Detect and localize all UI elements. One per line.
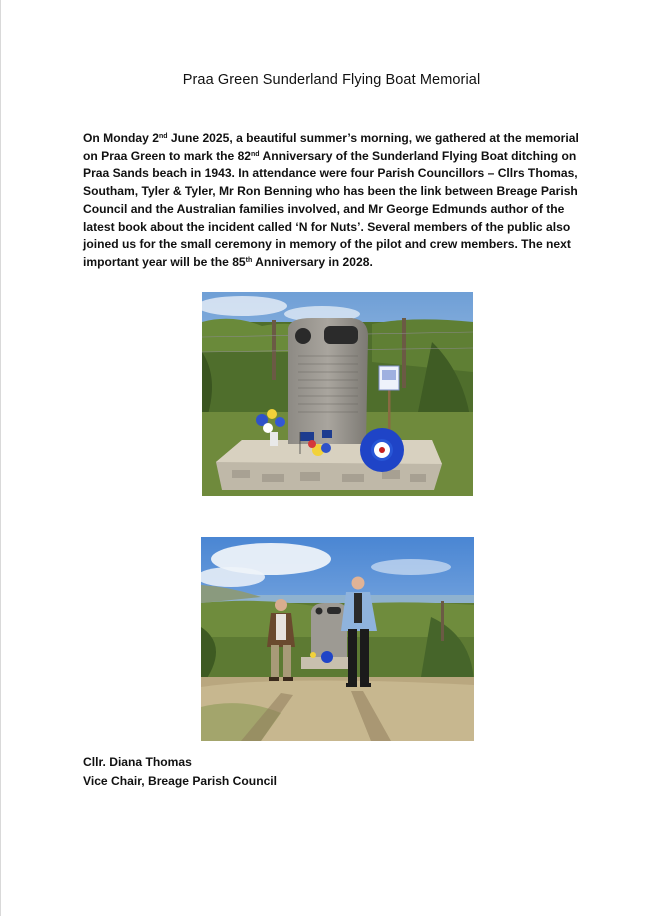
paragraph-part-1: On Monday 2 xyxy=(83,131,159,145)
ordinal-suffix-1: nd xyxy=(158,133,168,140)
signature-block xyxy=(83,753,277,791)
paragraph-part-4: Anniversary in 2028. xyxy=(252,254,373,269)
signatory-role: Vice Chair, Breage Parish Council xyxy=(83,774,278,788)
ordinal-suffix-2: nd xyxy=(251,150,260,158)
body-paragraph xyxy=(83,130,583,272)
paragraph-part-3: Anniversary of the Sunderland Flying Boat ditching on Praa Sands beach in 1943. In attendance were four Parish Councillors – Cllrs Thomas, Southam, Tyler & Tyler, Mr Ron Benning who has been the link between Breage Parish Council and the Australian families involved, and Mr George Edmunds author of the latest book about the incident called ‘N for Nuts’. Several members of the public also joined us for the small ceremony in memory of the pilot and crew members. The next important year will be the 85 xyxy=(83,148,578,269)
attendees-photo xyxy=(201,537,474,741)
signatory-name: Cllr. Diana Thomas xyxy=(83,755,192,769)
paragraph-part-2: June 2025, a beautiful summer’s morning, we gathered at the memorial on Praa Green to mark the 82 xyxy=(83,131,579,163)
page-title: Praa Green Sunderland Flying Boat Memorial xyxy=(182,72,481,88)
memorial-photo xyxy=(202,292,473,496)
ordinal-suffix-3: th xyxy=(245,256,253,264)
